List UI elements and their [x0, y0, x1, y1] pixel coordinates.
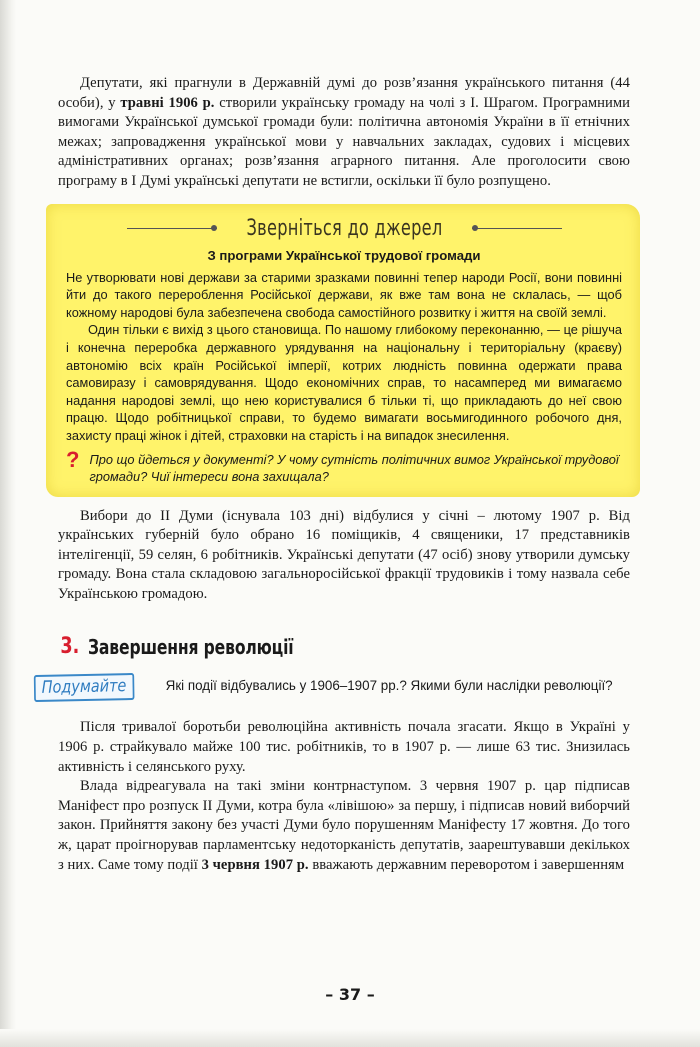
page-edge-shadow: [0, 0, 16, 1047]
sources-header: [66, 212, 622, 246]
sources-box: [46, 204, 640, 497]
source-paragraph-2: Один тільки є вихід з цього становища. По нашому глибокому переконанню, — це рішуча і конечна переробка державного урядування на національну і територіальну (краєву) автономію всіх країн Російської імперії, котрих людність повинна одержати права самовиразу і самоврядування. Щодо економічних справ, то насамперед ми вимагаємо надання народові землі, що нею користувалися б тільки ті, що прикладають до неї свою працю. Щодо робітницької справи, то будемо вимагати восьмигодинного робочого дня, захисту праці жінок і дітей, страховки на старість і на випадок знесилення.: [66, 322, 622, 443]
source-question-text: Про що йдеться у документі? У чому сутність політичних вимог Української трудової громади? Чиї інтереси вона захищала?: [89, 451, 619, 484]
paragraph-coup-date: 3 червня 1907 р.: [201, 856, 309, 873]
header-ornament-left: [127, 228, 217, 229]
think-question: Які події відбувались у 1906–1907 рр.? Якими були наслідки революції?: [165, 678, 613, 694]
section-heading: [58, 634, 630, 659]
sources-subtitle: З програми Української трудової громади: [207, 247, 481, 263]
header-ornament-right: [472, 228, 562, 229]
think-badge: Подумайте: [34, 673, 134, 702]
paragraph-intro: [58, 74, 630, 192]
question-mark-icon: ?: [66, 446, 80, 472]
source-paragraph-1: Не утворювати нові держави за старими зразками повинні тепер народи Росії, вони повинні йти до такого перероблення Російської держави, як вже там вона не склалась, — щоб кожному народові була забезпечена свобода самостійного розвитку і життя на своїй землі.: [66, 269, 622, 320]
page-number: – 37 –: [325, 985, 375, 1004]
paragraph-duma2: Вибори до ІІ Думи (існувала 103 дні) відбулися у січні – лютому 1907 р. Від українських губерній було обрано 16 поміщиків, 4 священики, 17 представників інтелігенції, 59 селян, 6 робітників. Українські депутати (47 осіб) знову утворили думську громаду. Вона стала складовою загальноросійської фракції трудовиків і тому назвала себе Українською громадою.: [58, 507, 630, 602]
section-number: 3.: [60, 634, 80, 660]
paragraph-intro-date: травні 1906 р.: [120, 94, 215, 111]
paragraph-intro-text-1: Депутати, які прагнули в Державній думі до розв’язання українського питання (44 особи), у: [58, 75, 630, 111]
sources-header-title: Зверніться до джерел: [246, 216, 442, 242]
paragraph-intro-text-2: створили українську громаду на чолі з І. Шрагом. Програмними вимогами Української думської громади були: політична автономія України в її етнічних межах; запровадження української мови у навчальних закладах, судових і місцевих адміністративних органах; розв’язання аграрного питання. Але проголосити свою програму в І Думі українські депутати не встигли, оскільки її було розпущено.: [58, 94, 630, 189]
source-question: [66, 446, 622, 485]
think-box: [34, 675, 630, 702]
page-bottom-shadow: [0, 1029, 700, 1047]
paragraph-coup-text-2: вважають державним переворотом і завершенням: [308, 856, 625, 873]
paragraph-decline: Після тривалої боротьби революційна активність почала згасати. Якщо в Україні у 1906 р. страйкувало майже 100 тис. робітників, то в 1907 р. — лише 63 тис. Знизилась активність і селянського руху.: [58, 719, 630, 775]
paragraph-coup: [58, 777, 630, 875]
page-content: [41, 74, 630, 875]
section-title: Завершення революції: [87, 634, 294, 659]
paragraph-coup-text-1: Влада відреагувала на такі зміни контрнаступом. 3 червня 1907 р. цар підписав Маніфест про розпуск ІІ Думи, котра була «лівішою» за першу, і підписав новий виборчий закон. Прийняття закону без участі Думи було порушенням Маніфесту 17 жовтня. До того ж, царат проігнорував парламентську недоторканість депутатів, заарештувавши декількох з них. Саме тому події: [58, 778, 630, 873]
